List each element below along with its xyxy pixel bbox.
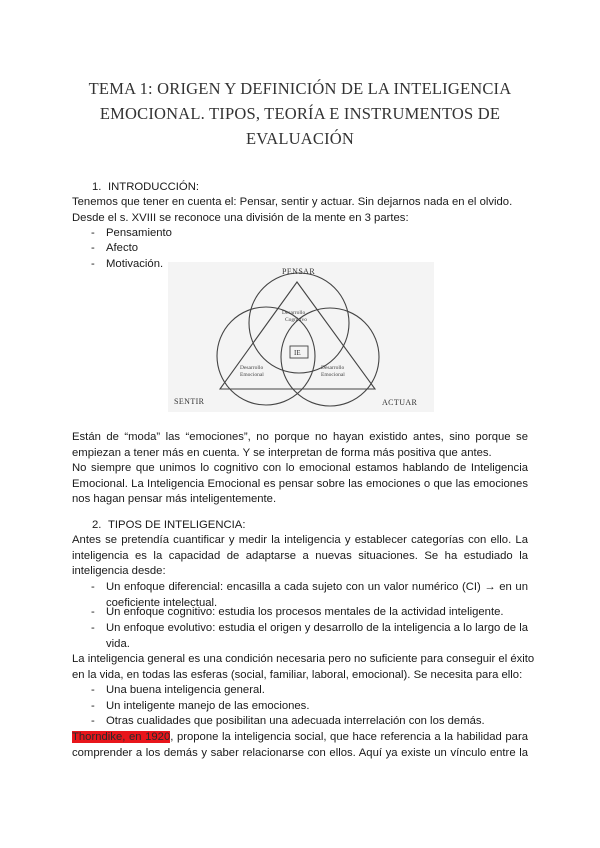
list-bullet: - [91,227,95,239]
intro-line-2: Desde el s. XVIII se reconoce una división de la mente en 3 partes: [72,212,409,224]
paragraph-ie-definition [72,461,528,508]
paragraph-line [72,730,528,746]
list-item-thinking: Pensamiento [106,227,172,239]
intro-line-1: Tenemos que tener en cuenta el: Pensar, sentir y actuar. Sin dejarnos nada en el olvido. [72,196,513,208]
paragraph-line: nos hagan pensar más inteligentemente. [72,493,277,506]
paragraph-line: inteligencia es la capacidad de adaptarse a nuevas situaciones. Se ha estudiado la [72,549,528,562]
list-bullet: - [91,606,95,618]
document-title [60,76,540,151]
paragraph-line: Emocional. La Inteligencia Emocional es pensar sobre las emociones o que las emociones [72,477,528,490]
list-item-line: coeficiente intelectual. [106,596,218,609]
paragraph-line: Antes se pretendía cuantificar y medir la inteligencia y establecer categorías con ello. La [72,534,528,546]
list-item-line: Un enfoque diferencial: encasilla a cada sujeto con un valor numérico (CI) → en un [106,581,528,593]
list-item-line: Un enfoque evolutivo: estudia el origen y desarrollo de la inteligencia a lo largo de la [106,622,528,634]
label-sentir: SENTIR [174,397,205,406]
paragraph-line: La inteligencia general es una condición necesaria pero no suficiente para conseguir el éxito [72,653,535,665]
title-line-1: TEMA 1: ORIGEN Y DEFINICIÓN DE LA INTELIGENCIA [88,79,512,98]
list-bullet: - [91,700,95,712]
paragraph-moda [72,430,528,461]
inner-right-1: Desarrollo [321,365,345,371]
list-item-emotions: Un inteligente manejo de las emociones. [106,700,310,712]
venn-diagram-svg [168,262,434,412]
list-bullet: - [91,242,95,254]
inner-top-2: Cognitivo [285,317,308,323]
paragraph-line: comprender a los demás y saber relacionarse con ellos. Aquí ya existe un vínculo entre la [72,746,528,759]
inner-left-2: Emocional [240,372,264,378]
inner-left-1: Desarrollo [240,365,264,371]
paragraph-tipos [72,533,528,580]
paragraph-thorndike [72,730,528,761]
section-2-number: 2. [92,519,102,531]
inner-top-1: Desarrollo [282,310,306,316]
highlighted-citation: Thorndike, en 1920 [72,731,171,743]
list-bullet: - [91,715,95,727]
paragraph-line: empiezan a tener más en cuenta. Y se interpretan de forma más positiva que antes. [72,446,492,459]
title-line-3: EVALUACIÓN [245,129,355,148]
list-item-evolutive [106,621,528,652]
section-1-heading: INTRODUCCIÓN: [108,181,199,193]
list-item-motivation: Motivación. [106,258,164,270]
list-item-affect: Afecto [106,242,139,254]
paragraph-line-rest: , propone la inteligencia social, que hace referencia a la habilidad para [170,731,528,743]
label-pensar: PENSAR [282,267,316,276]
list-bullet: - [91,684,95,696]
center-label: IE [294,349,301,357]
section-1-number: 1. [92,181,102,193]
label-actuar: ACTUAR [382,398,418,407]
list-item-general: Una buena inteligencia general. [106,684,265,696]
list-item-line: vida. [106,637,130,650]
list-bullet: - [91,258,95,270]
section-2-heading: TIPOS DE INTELIGENCIA: [108,519,246,531]
list-bullet: - [91,581,95,593]
paragraph-line: No siempre que unimos lo cognitivo con lo emocional estamos hablando de Inteligencia [72,462,528,474]
list-item-qualities: Otras cualidades que posibilitan una adecuada interrelación con los demás. [106,715,485,727]
paragraph-general-intelligence [72,652,535,683]
paragraph-line: inteligencia desde: [72,565,166,578]
list-item-cognitive: Un enfoque cognitivo: estudia los procesos mentales de la actividad inteligente. [106,606,504,618]
title-line-2: EMOCIONAL. TIPOS, TEORÍA E INSTRUMENTOS DE [99,104,501,123]
inner-right-2: Emocional [321,372,345,378]
paragraph-line: Están de “moda” las “emociones”, no porque no hayan existido antes, sino porque se [72,431,528,443]
paragraph-line: en la vida, en todas las esferas (social, familiar, laboral, emocional). Se necesita para ello: [72,668,523,681]
list-bullet: - [91,622,95,634]
venn-triangle-diagram [168,262,434,412]
